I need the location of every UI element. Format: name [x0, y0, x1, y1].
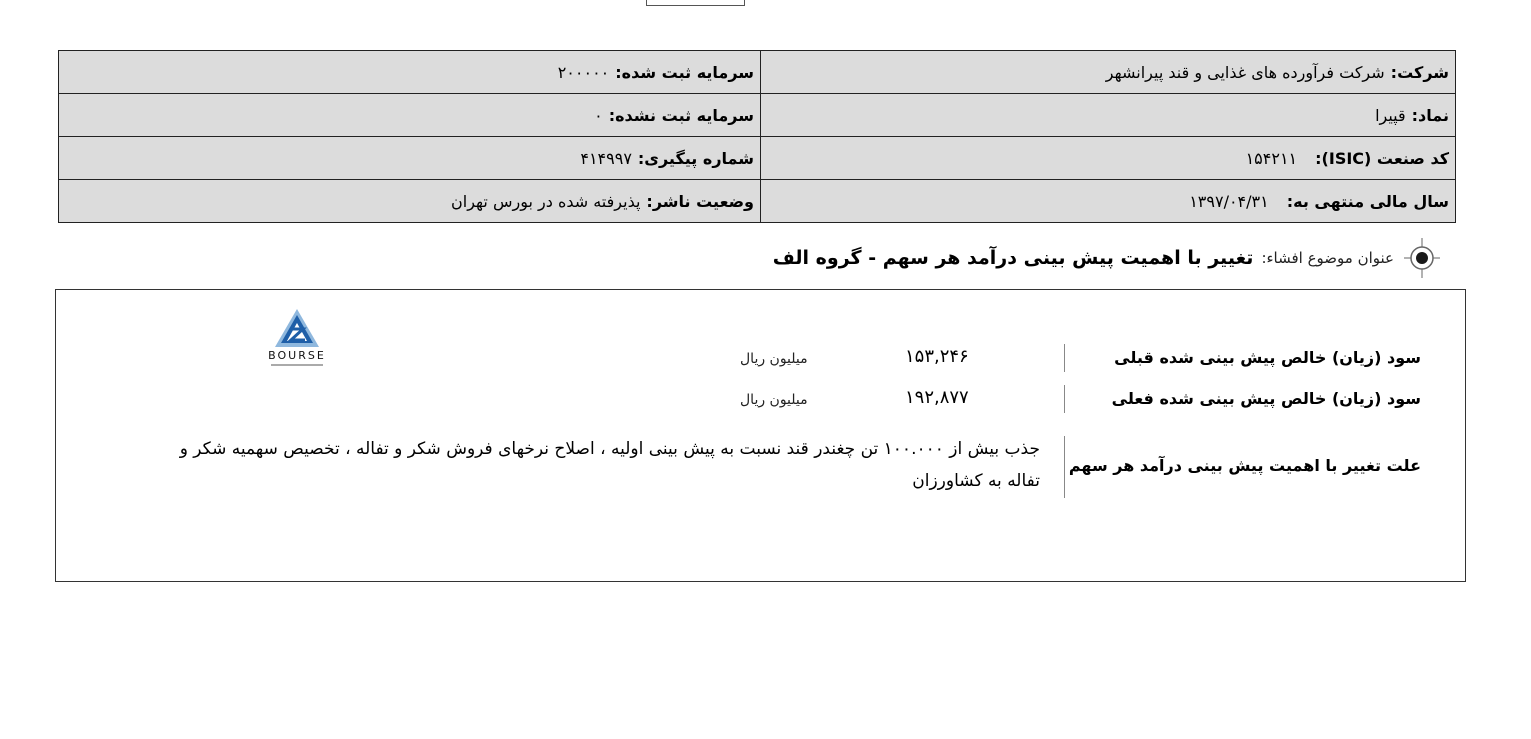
bourse-logo — [257, 309, 337, 371]
logo-text: BOURSE — [268, 349, 326, 362]
subject-title: تغییر با اهمیت پیش بینی درآمد هر سهم - گروه الف — [772, 247, 1254, 269]
fiscal-year-label: سال مالی منتهی به: — [1286, 191, 1449, 211]
isic-label: کد صنعت (ISIC): — [1315, 148, 1449, 168]
row-divider — [1064, 385, 1065, 413]
tracking-label: شماره پیگیری: — [637, 148, 754, 168]
publisher-status-cell — [59, 180, 761, 223]
unregistered-capital-value: ۰ — [594, 105, 603, 125]
company-info-table — [58, 50, 1456, 223]
table-row — [59, 51, 1456, 94]
isic-cell — [761, 137, 1456, 180]
row-divider — [1064, 344, 1065, 372]
registered-capital-value: ۲۰۰۰۰۰ — [557, 62, 610, 82]
company-value: شرکت فرآورده های غذایی و قند پیرانشهر — [1105, 62, 1385, 82]
unregistered-capital-cell — [59, 94, 761, 137]
table-row — [59, 137, 1456, 180]
fiscal-year-value: ۱۳۹۷/۰۴/۳۱ — [1189, 191, 1269, 211]
symbol-label: نماد: — [1411, 105, 1449, 125]
publisher-status-label: وضعیت ناشر: — [646, 191, 754, 211]
registered-capital-cell — [59, 51, 761, 94]
company-cell — [761, 51, 1456, 94]
disclosure-subject — [60, 236, 1440, 280]
symbol-cell — [761, 94, 1456, 137]
unregistered-capital-label: سرمایه ثبت نشده: — [608, 105, 754, 125]
symbol-value: قپیرا — [1375, 105, 1406, 125]
previous-forecast-value: ۱۵۳,۲۴۶ — [905, 346, 969, 367]
fiscal-year-cell — [761, 180, 1456, 223]
registered-capital-label: سرمایه ثبت شده: — [615, 62, 754, 82]
company-label: شرکت: — [1390, 62, 1449, 82]
previous-forecast-label: سود (زیان) خالص پیش بینی شده قبلی — [1114, 348, 1421, 367]
subject-label: عنوان موضوع افشاء: — [1261, 249, 1394, 267]
row-divider — [1064, 436, 1065, 498]
target-icon — [1402, 236, 1442, 280]
table-row — [59, 180, 1456, 223]
table-row — [59, 94, 1456, 137]
top-toolbar-box — [646, 0, 745, 6]
current-forecast-unit: میلیون ریال — [740, 392, 808, 408]
change-reason-value: جذب بیش از ۱۰۰.۰۰۰ تن چغندر قند نسبت به پیش بینی اولیه ، اصلاح نرخهای فروش شکر و تفاله ، تخصیص سهمیه شکر و تفاله به کشاورزان — [179, 439, 1040, 491]
previous-forecast-unit: میلیون ریال — [740, 351, 808, 367]
details-panel — [55, 289, 1466, 582]
tracking-cell — [59, 137, 761, 180]
current-forecast-label: سود (زیان) خالص پیش بینی شده فعلی — [1111, 389, 1421, 408]
isic-value: ۱۵۴۲۱۱ — [1245, 148, 1298, 168]
current-forecast-value: ۱۹۲,۸۷۷ — [905, 387, 969, 408]
tracking-value: ۴۱۴۹۹۷ — [580, 148, 632, 168]
publisher-status-value: پذیرفته شده در بورس تهران — [451, 191, 641, 211]
bourse-logo-icon — [257, 309, 337, 371]
change-reason-label: علت تغییر با اهمیت پیش بینی درآمد هر سهم — [1068, 456, 1421, 475]
